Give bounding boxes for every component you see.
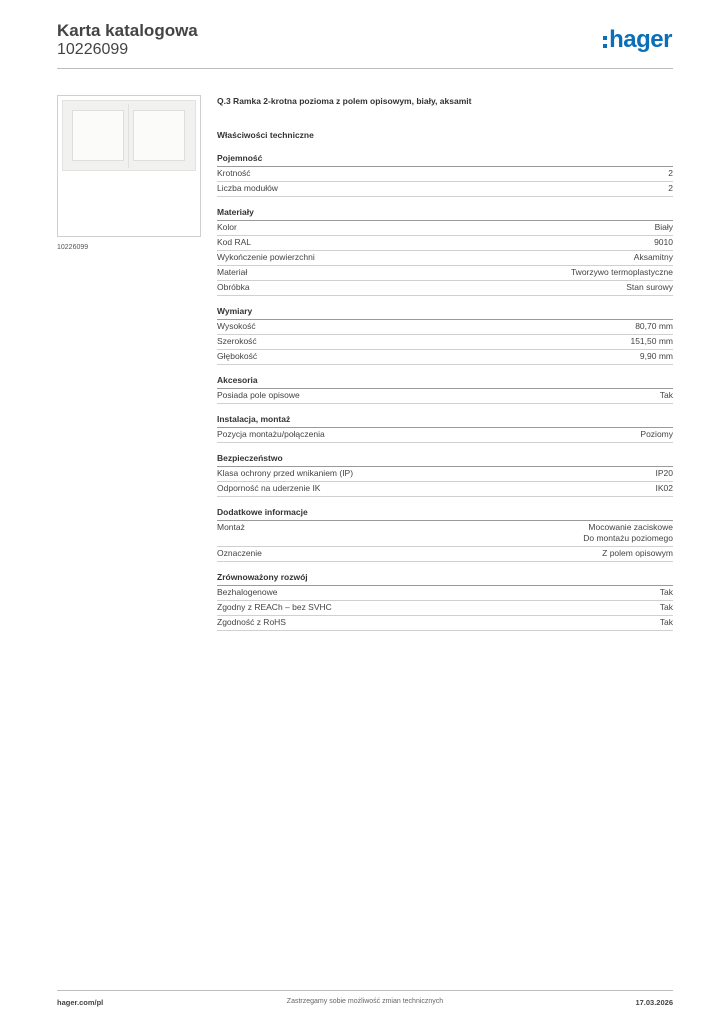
spec-label: Szerokość (217, 336, 257, 346)
spec-value (602, 548, 673, 559)
spec-row (217, 236, 673, 251)
spec-row (217, 389, 673, 404)
spec-value (656, 483, 674, 494)
spec-row (217, 320, 673, 335)
spec-row (217, 586, 673, 601)
spec-row (217, 251, 673, 266)
spec-value (640, 429, 673, 440)
spec-row (217, 335, 673, 350)
logo-dots-icon (603, 36, 607, 48)
logo-text: hager (609, 26, 672, 53)
spec-value (660, 617, 673, 628)
spec-value (660, 587, 673, 598)
frame-illustration (62, 100, 196, 171)
spec-value-line: 9010 (654, 237, 673, 247)
spec-value (626, 282, 673, 293)
spec-label: Krotność (217, 168, 251, 178)
frame-opening-left (72, 110, 124, 161)
spec-value-line: Tak (659, 587, 673, 597)
spec-value (668, 183, 673, 194)
catalog-number: 10226099 (57, 41, 129, 58)
spec-label: Kolor (217, 222, 237, 232)
spec-value-line: 151,50 mm (630, 336, 673, 346)
spec-row (217, 467, 673, 482)
spec-value-line: Stan surowy (626, 282, 673, 292)
spec-value (634, 252, 673, 263)
spec-value (660, 390, 673, 401)
spec-value (630, 336, 673, 347)
section-title: Instalacja, montaż (217, 414, 673, 428)
footer-divider (57, 990, 673, 991)
spec-value-line: IK02 (655, 483, 673, 493)
product-title: Q.3 Ramka 2-krotna pozioma z polem opisowym, biały, aksamit (217, 96, 472, 106)
spec-label: Bezhalogenowe (217, 587, 278, 597)
spec-label: Zgodny z REACh – bez SVHC (217, 602, 332, 612)
spec-section (217, 153, 673, 197)
spec-value (571, 267, 673, 278)
spec-value (654, 237, 673, 248)
technical-properties-heading: Właściwości techniczne (217, 130, 314, 140)
spec-row (217, 547, 673, 562)
spec-value-line: Tak (659, 617, 673, 627)
spec-section (217, 572, 673, 631)
section-title: Akcesoria (217, 375, 673, 389)
document-header (57, 22, 673, 70)
section-title: Materiały (217, 207, 673, 221)
section-title: Dodatkowe informacje (217, 507, 673, 521)
spec-label: Pozycja montażu/połączenia (217, 429, 325, 439)
frame-opening-right (133, 110, 185, 161)
spec-value-line: Tak (659, 390, 673, 400)
spec-value-line: Tworzywo termoplastyczne (570, 267, 673, 277)
header-divider (57, 68, 673, 69)
spec-value (583, 522, 673, 544)
spec-label: Wykończenie powierzchni (217, 252, 315, 262)
spec-value-line: Tak (659, 602, 673, 612)
spec-row (217, 281, 673, 296)
spec-section (217, 507, 673, 562)
spec-value-line: 2 (668, 183, 673, 193)
section-title: Pojemność (217, 153, 673, 167)
spec-value-line: 2 (668, 168, 673, 178)
spec-label: Głębokość (217, 351, 258, 361)
spec-row (217, 601, 673, 616)
spec-row (217, 521, 673, 547)
spec-row (217, 221, 673, 236)
hager-logo (603, 28, 672, 52)
spec-label: Wysokość (217, 321, 256, 331)
spec-section (217, 207, 673, 296)
spec-label: Obróbka (217, 282, 250, 292)
spec-sections (217, 153, 673, 631)
spec-value (656, 468, 674, 479)
spec-label: Zgodność z RoHS (217, 617, 286, 627)
spec-value-line: Mocowanie zaciskowe (588, 522, 673, 532)
document-title: Karta katalogowa (57, 21, 198, 40)
spec-label: Montaż (217, 522, 245, 532)
spec-label: Kod RAL (217, 237, 252, 247)
spec-label: Oznaczenie (217, 548, 262, 558)
spec-label: Odporność na uderzenie IK (217, 483, 321, 493)
spec-value (640, 351, 673, 362)
spec-value-line: Aksamitny (633, 252, 673, 262)
spec-section (217, 453, 673, 497)
spec-row (217, 616, 673, 631)
product-details (217, 95, 673, 631)
product-image (57, 95, 201, 237)
footer-website: hager.com/pl (57, 998, 104, 1007)
spec-value (655, 222, 673, 233)
spec-value-line: Biały (654, 222, 673, 232)
spec-value-line: Z polem opisowym (602, 548, 673, 558)
spec-row (217, 266, 673, 281)
spec-row (217, 167, 673, 182)
spec-label: Klasa ochrony przed wnikaniem (IP) (217, 468, 354, 478)
spec-section (217, 414, 673, 443)
spec-value-line: 9,90 mm (639, 351, 673, 361)
spec-value-line: Do montażu poziomego (583, 533, 673, 543)
spec-value-line: IP20 (655, 468, 673, 478)
spec-label: Liczba modułów (217, 183, 278, 193)
section-title: Zrównoważony rozwój (217, 572, 673, 586)
footer-disclaimer: Zastrzegamy sobie możliwość zmian technicznych (286, 998, 444, 1005)
spec-value (660, 602, 673, 613)
spec-value (668, 168, 673, 179)
spec-section (217, 375, 673, 404)
spec-row (217, 428, 673, 443)
spec-row (217, 482, 673, 497)
spec-value-line: 80,70 mm (635, 321, 673, 331)
spec-value (635, 321, 673, 332)
section-title: Wymiary (217, 306, 673, 320)
spec-label: Materiał (217, 267, 248, 277)
spec-value-line: Poziomy (640, 429, 673, 439)
footer-date: 17.03.2026 (635, 998, 673, 1007)
frame-divider (128, 104, 129, 168)
spec-row (217, 182, 673, 197)
section-title: Bezpieczeństwo (217, 453, 673, 467)
image-caption: 10226099 (57, 244, 89, 251)
spec-label: Posiada pole opisowe (217, 390, 300, 400)
spec-section (217, 306, 673, 365)
spec-row (217, 350, 673, 365)
